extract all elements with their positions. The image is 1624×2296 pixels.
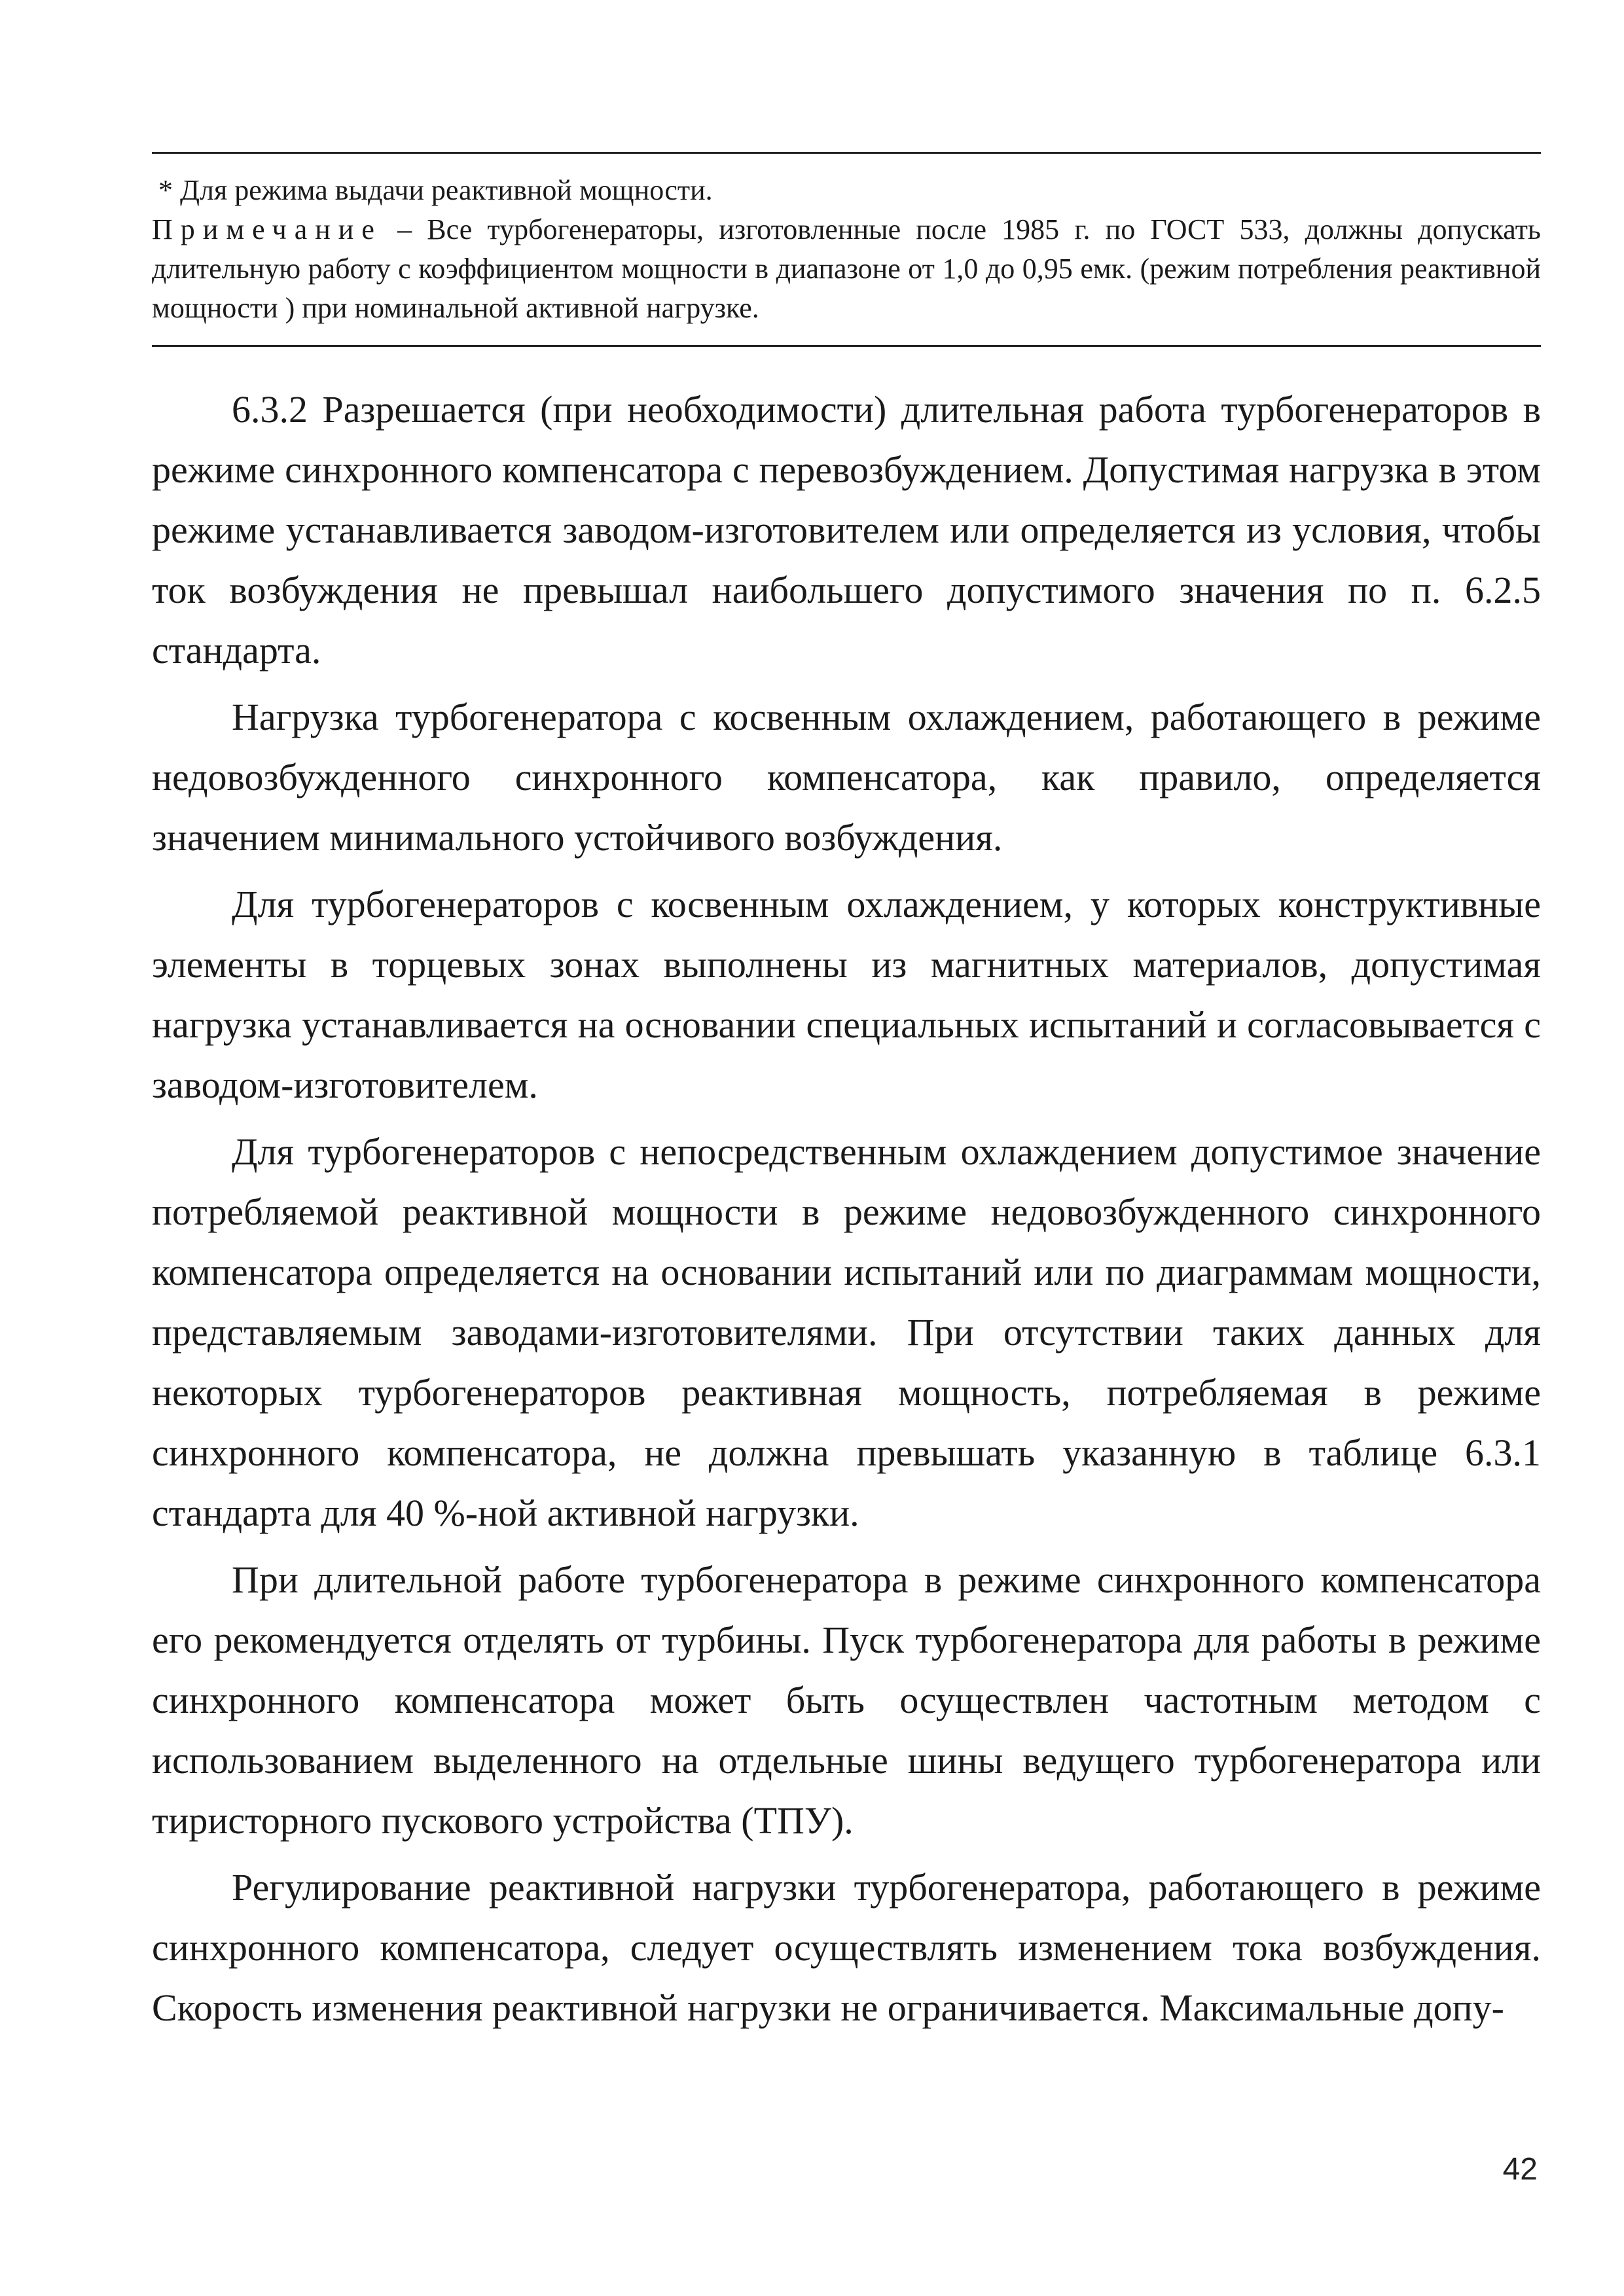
note-paragraph — [152, 210, 1541, 328]
note-text: – Все турбогенераторы, изготовленные после 1985 г. по ГОСТ 533, должны допускать длительную работу с коэффициентом мощности в диапазоне от 1,0 до 0,95 емк. (режим потребления реактивной мощности ) при номинальной активной нагрузке. — [152, 213, 1541, 324]
paragraph-long-term-operation: При длительной работе турбогенератора в режиме синхронного компенсатора его рекомендуется отделять от турбины. Пуск турбогенератора для работы в режиме синхронного компенсатора может быть осуществлен частотным методом с использованием выделенного на отдельные шины ведущего турбогенератора или тиристорного пускового устройства (ТПУ). — [152, 1558, 1541, 1842]
note-label: Примечание — [152, 213, 382, 245]
paragraph-indirect-cooling-load: Нагрузка турбогенератора с косвенным охлаждением, работающего в режиме недовозбужденного синхронного компенсатора, как правило, определяется значением минимального устойчивого возбуждения. — [152, 696, 1541, 859]
paragraph-magnetic-materials: Для турбогенераторов с косвенным охлаждением, у которых конструктивные элементы в торцевых зонах выполнены из магнитных материалов, допустимая нагрузка устанавливается на основании специальных испытаний и согласовывается с заводом-изготовителем. — [152, 883, 1541, 1106]
footnote: * Для режима выдачи реактивной мощности. — [158, 174, 713, 206]
body-text — [152, 380, 1541, 2045]
page-number: 42 — [1502, 2152, 1538, 2187]
paragraph-reactive-load-regulation: Регулирование реактивной нагрузки турбогенератора, работающего в режиме синхронного компенсатора, следует осуществлять изменением тока возбуждения. Скорость изменения реактивной нагрузки не ограничивается. Максимальные допу- — [152, 1866, 1541, 2029]
paragraph-6-3-2: 6.3.2 Разрешается (при необходимости) длительная работа турбогенераторов в режиме синхронного компенсатора с перевозбуждением. Допустимая нагрузка в этом режиме устанавливается заводом-изготовителем или определяется из условия, чтобы ток возбуждения не превышал наибольшего допустимого значения по п. 6.2.5 стандарта. — [152, 388, 1541, 672]
paragraph-direct-cooling: Для турбогенераторов с непосредственным охлаждением допустимое значение потребляемой реактивной мощности в режиме недовозбужденного синхронного компенсатора определяется на основании испытаний или по диаграммам мощности, представляемым заводами-изготовителями. При отсутствии таких данных для некоторых турбогенераторов реактивная мощность, потребляемая в режиме синхронного компенсатора, не должна превышать указанную в таблице 6.3.1 стандарта для 40 %-ной активной нагрузки. — [152, 1130, 1541, 1534]
table-notes — [152, 152, 1541, 347]
